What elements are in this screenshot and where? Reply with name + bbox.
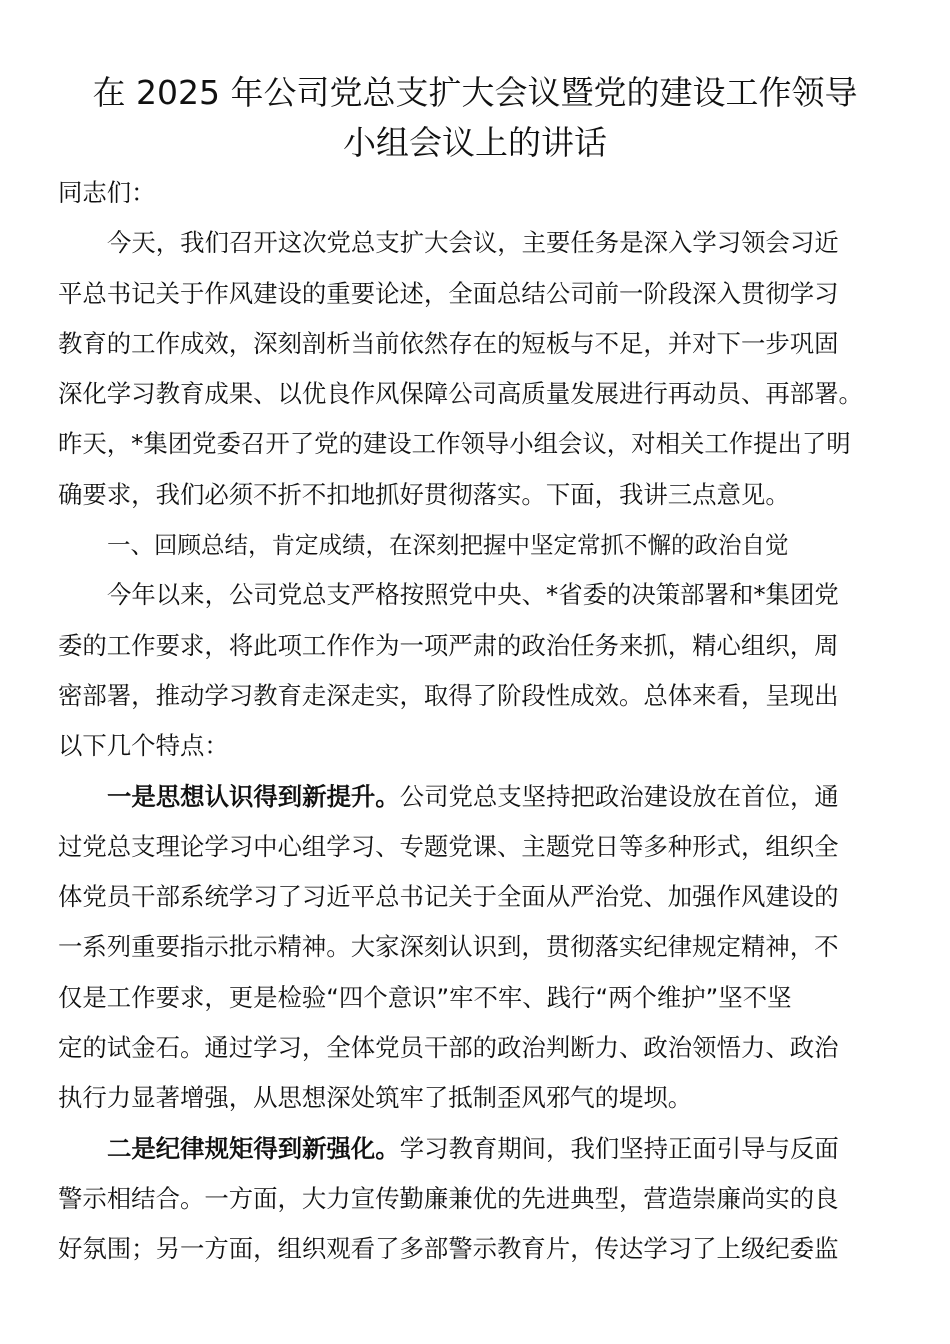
text-line: 昨天，*集团党委召开了党的建设工作领导小组会议，对相关工作提出了明 [58, 429, 851, 459]
text-line: 过党总支理论学习中心组学习、专题党课、主题党日等多种形式，组织全 [58, 831, 839, 861]
document-body [58, 168, 893, 1275]
text-line [58, 772, 893, 822]
text-line: 教育的工作成效，深刻剖析当前依然存在的短板与不足，并对下一步巩固 [58, 328, 839, 358]
paragraph-overview [58, 570, 893, 771]
text-line: 警示相结合。一方面，大力宣传勤廉兼优的先进典型，营造崇廉尚实的良 [58, 1183, 839, 1213]
text-line: 深化学习教育成果、以优良作风保障公司高质量发展进行再动员、再部署。 [58, 379, 863, 409]
text-line: 今年以来，公司党总支严格按照党中央、*省委的决策部署和*集团党 [107, 580, 839, 610]
text-line: 定的试金石。通过学习，全体党员干部的政治判断力、政治领悟力、政治 [58, 1033, 839, 1063]
text-line: 密部署，推动学习教育走深走实，取得了阶段性成效。总体来看，呈现出 [58, 680, 839, 710]
title-line: 在 2025 年公司党总支扩大会议暨党的建设工作领导 [92, 73, 858, 112]
text-line: 执行力显著增强，从思想深处筑牢了抵制歪风邪气的堤坝。 [58, 1083, 693, 1113]
text-run: 学习教育期间，我们坚持正面引导与反面 [399, 1133, 839, 1163]
text-line: 今天，我们召开这次党总支扩大会议，主要任务是深入学习领会习近 [107, 228, 839, 258]
text-run: 公司党总支坚持把政治建设放在首位，通 [399, 781, 839, 811]
text-line: 好氛围；另一方面，组织观看了多部警示教育片，传达学习了上级纪委监 [58, 1234, 839, 1264]
text-line: 确要求，我们必须不折不扣地抓好贯彻落实。下面，我讲三点意见。 [58, 479, 790, 509]
salutation: 同志们： [58, 178, 156, 207]
text-line: 平总书记关于作风建设的重要论述，全面总结公司前一阶段深入贯彻学习 [58, 278, 839, 308]
text-line: 仅是工作要求，更是检验“四个意识”牢不牢、践行“两个维护”坚不坚 [58, 982, 792, 1012]
text-line: 以下几个特点： [58, 731, 229, 761]
text-line [58, 1124, 893, 1174]
point-lead: 一是思想认识得到新提升。 [107, 781, 400, 811]
text-line: 体党员干部系统学习了习近平总书记关于全面从严治党、加强作风建设的 [58, 882, 839, 912]
paragraph-point-two [58, 1124, 893, 1275]
paragraph-intro [58, 218, 893, 520]
paragraph-point-one [58, 772, 893, 1124]
point-lead: 二是纪律规矩得到新强化。 [107, 1133, 400, 1163]
document-title [40, 68, 910, 168]
text-line: 委的工作要求，将此项工作作为一项严肃的政治任务来抓，精心组织，周 [58, 630, 839, 660]
section-heading: 一、回顾总结，肯定成绩，在深刻把握中坚定常抓不懈的政治自觉 [107, 531, 789, 560]
text-line: 一系列重要指示批示精神。大家深刻认识到，贯彻落实纪律规定精神，不 [58, 932, 839, 962]
title-line: 小组会议上的讲话 [343, 123, 607, 162]
